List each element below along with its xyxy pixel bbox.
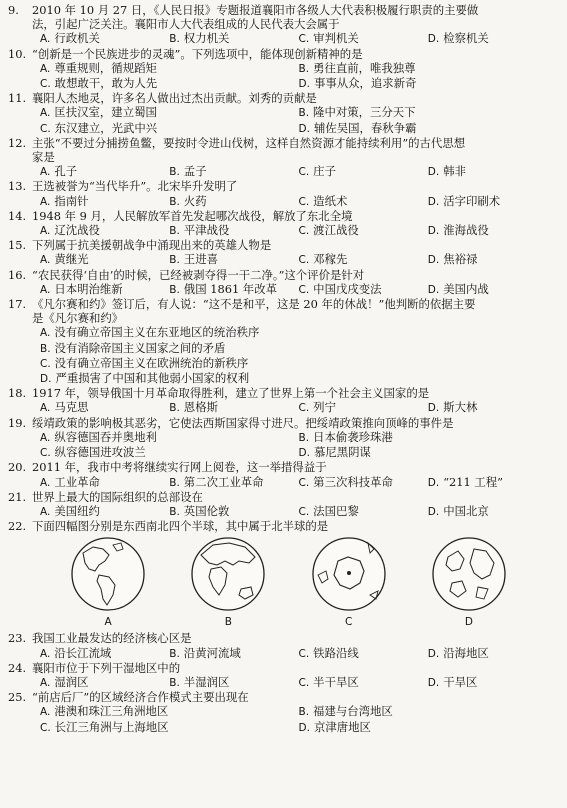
question-number: 9. — [8, 3, 19, 17]
question-number: 18. — [8, 386, 27, 401]
question-number: 15. — [8, 238, 27, 253]
question-stem-line: 襄阳人杰地灵，许多名人做出过杰出贡献。刘秀的贡献是 — [32, 91, 317, 106]
option-d[interactable]: D. “211 工程” — [427, 474, 503, 489]
question-stem-line: “创新是一个民族进步的灵魂”。下列选项中，能体现创新精神的是 — [32, 46, 363, 61]
option-d[interactable]: D. 干旱区 — [427, 674, 478, 689]
option-a[interactable]: A. 没有确立帝国主义在东亚地区的统治秩序 — [40, 325, 260, 340]
question-stem-line: 主张“不要过分捕捞鱼鳖，要按时令进山伐树，这样自然资源才能持续利用”的古代思想 — [32, 135, 466, 150]
question-number: 21. — [8, 489, 27, 504]
option-d[interactable]: D. 事事从众，追求新奇 — [298, 76, 417, 91]
question-16 — [8, 268, 557, 297]
question-20 — [8, 460, 557, 489]
question-stem-line: 绥靖政策的影响极其恶劣，它使法西斯国家得寸进尺。把绥靖政策推向顶峰的事件是 — [32, 415, 454, 430]
option-c[interactable]: C. 长江三角洲与上海地区 — [40, 719, 169, 734]
question-stem-line: 2011 年，我市中考将继续实行网上阅卷，这一举措得益于 — [32, 460, 327, 475]
option-c[interactable]: C. 没有确立帝国主义在欧洲统治的新秩序 — [40, 355, 249, 370]
option-c[interactable]: C. 造纸术 — [298, 193, 348, 208]
question-18 — [8, 386, 557, 415]
option-d[interactable]: D. 焦裕禄 — [427, 252, 478, 267]
question-number: 16. — [8, 267, 27, 282]
option-b[interactable]: B. 隆中对策，三分天下 — [298, 105, 416, 120]
option-a[interactable]: A. 港澳和珠江三角洲地区 — [40, 704, 169, 719]
western-hemisphere-icon — [69, 535, 147, 613]
option-d[interactable]: D. 淮海战役 — [427, 223, 489, 238]
question-23 — [8, 631, 557, 660]
question-17 — [8, 297, 557, 386]
question-21 — [8, 490, 557, 519]
option-b[interactable]: B. 俄国 1861 年改革 — [169, 281, 277, 296]
option-d[interactable]: D. 中国北京 — [427, 503, 489, 518]
option-c[interactable]: C. 铁路沿线 — [298, 645, 359, 660]
question-stem-line: 我国工业最发达的经济核心区是 — [32, 631, 192, 646]
option-d[interactable]: D. 韩非 — [427, 164, 466, 179]
option-c[interactable]: C. 中国戊戌变法 — [298, 281, 382, 296]
option-b[interactable]: B. 半湿润区 — [169, 674, 230, 689]
question-14 — [8, 209, 557, 238]
option-d[interactable]: D. 京津唐地区 — [298, 719, 371, 734]
option-b[interactable]: B. 王进喜 — [169, 252, 218, 267]
option-d[interactable]: D. 慕尼黑阴谋 — [298, 445, 371, 460]
option-b[interactable]: B. 平津战役 — [169, 223, 230, 238]
question-number: 22. — [8, 519, 27, 534]
option-c[interactable]: C. 东汉建立，光武中兴 — [40, 120, 158, 135]
option-a[interactable]: A. 辽沈战役 — [40, 223, 100, 238]
option-d[interactable]: D. 严重损害了中国和其他弱小国家的权利 — [40, 371, 250, 386]
question-25 — [8, 690, 557, 735]
question-number: 23. — [8, 631, 27, 646]
question-number: 25. — [8, 690, 27, 705]
globe-label: D — [464, 616, 473, 629]
question-stem-line: 《凡尔赛和约》签订后，有人说：“这不是和平，这是 20 年的休战！”他判断的依据主要 — [32, 297, 476, 312]
question-stem-line: 王选被誉为“当代毕升”。北宋毕升发明了 — [32, 179, 238, 194]
option-b[interactable]: B. 权力机关 — [169, 31, 230, 46]
question-stem-line: 是《凡尔赛和约》 — [32, 311, 124, 326]
option-b[interactable]: B. 沿黄河流域 — [169, 645, 241, 660]
question-number: 24. — [8, 660, 27, 675]
option-b[interactable]: B. 日本偷袭珍珠港 — [298, 429, 393, 444]
question-stem-line: 1948 年 9 月，人民解放军首先发起哪次战役，解放了东北全境 — [32, 208, 353, 223]
option-b[interactable]: B. 勇往直前，唯我独尊 — [298, 60, 416, 75]
option-c[interactable]: C. 第三次科技革命 — [298, 474, 393, 489]
option-a[interactable]: A. 孔子 — [40, 164, 78, 179]
option-a[interactable]: A. 美国纽约 — [40, 503, 100, 518]
option-c[interactable]: C. 敢想敢干，敢为人先 — [40, 76, 158, 91]
question-11 — [8, 91, 557, 136]
question-stem-line: 家是 — [32, 150, 55, 165]
globe-label: B — [224, 616, 232, 629]
question-stem-line: 下列属于抗美援朝战争中涌现出来的英雄人物是 — [32, 238, 272, 253]
option-b[interactable]: B. 火药 — [169, 193, 207, 208]
option-a[interactable]: A. 日本明治维新 — [40, 281, 123, 296]
option-d[interactable]: D. 活字印刷术 — [427, 193, 501, 208]
question-number: 13. — [8, 179, 27, 194]
option-d[interactable]: D. 辅佐吴国，春秋争霸 — [298, 120, 417, 135]
question-13 — [8, 179, 557, 208]
question-stem-line: 襄阳市位于下列干湿地区中的 — [32, 660, 181, 675]
option-a[interactable]: A. 尊重规则，循规蹈矩 — [40, 60, 157, 75]
option-a[interactable]: A. 匡扶汉室，建立蜀国 — [40, 105, 157, 120]
option-c[interactable]: C. 邓稼先 — [298, 252, 348, 267]
question-stem-line: 世界上最大的国际组织的总部设在 — [32, 489, 203, 504]
option-a[interactable]: A. 工业革命 — [40, 474, 100, 489]
option-b[interactable]: B. 恩格斯 — [169, 400, 218, 415]
option-d[interactable]: D. 检察机关 — [427, 31, 489, 46]
question-stem-line: “前店后厂”的区域经济合作模式主要出现在 — [32, 690, 249, 705]
globe-option-a[interactable] — [63, 535, 153, 631]
option-c[interactable]: C. 法国巴黎 — [298, 503, 359, 518]
question-number: 19. — [8, 415, 27, 430]
question-19 — [8, 416, 557, 461]
question-number: 10. — [8, 46, 27, 61]
question-number: 11. — [8, 91, 27, 106]
question-stem-line: 1917 年，领导俄国十月革命取得胜利，建立了世界上第一个社会主义国家的是 — [32, 386, 430, 401]
question-24 — [8, 661, 557, 690]
question-stem-line: 2010 年 10 月 27 日，《人民日报》专题报道襄阳市各级人大代表积极履行职责的主要做 — [32, 3, 479, 17]
option-b[interactable]: B. 福建与台湾地区 — [298, 704, 393, 719]
option-a[interactable]: A. 马克思 — [40, 400, 89, 415]
option-a[interactable]: A. 指南针 — [40, 193, 89, 208]
globe-label: C — [344, 616, 353, 629]
question-10 — [8, 47, 557, 92]
option-c[interactable]: C. 列宁 — [298, 400, 336, 415]
question-number: 12. — [8, 135, 27, 150]
question-stem-line: “农民获得‘自由’的时候，已经被剥夺得一干二净。”这个评价是针对 — [32, 267, 365, 282]
globe-option-b[interactable] — [183, 535, 273, 631]
globe-label: A — [104, 616, 112, 629]
southern-hemisphere-icon — [310, 535, 388, 613]
option-c[interactable]: C. 庄子 — [298, 164, 336, 179]
option-a[interactable]: A. 纵容德国吞并奥地利 — [40, 429, 157, 444]
question-9 — [8, 3, 557, 47]
question-number: 20. — [8, 460, 27, 475]
option-a[interactable]: A. 沿长江流域 — [40, 645, 112, 660]
hemisphere-figures — [8, 533, 557, 631]
globe-option-c[interactable] — [304, 535, 394, 631]
option-d[interactable]: D. 斯大林 — [427, 400, 478, 415]
option-c[interactable]: C. 渡江战役 — [298, 223, 359, 238]
option-b[interactable]: B. 第二次工业革命 — [169, 474, 264, 489]
option-d[interactable]: D. 美国内战 — [427, 281, 489, 296]
option-a[interactable]: A. 黄继光 — [40, 252, 89, 267]
option-c[interactable]: C. 纵容德国进攻波兰 — [40, 445, 146, 460]
option-b[interactable]: B. 没有消除帝国主义国家之间的矛盾 — [40, 340, 226, 355]
question-stem-line: 下面四幅图分别是东西南北四个半球，其中属于北半球的是 — [32, 519, 329, 534]
eastern-hemisphere-icon — [189, 535, 267, 613]
question-stem-line: 法，引起广泛关注。襄阳市人大代表组成的人民代表大会属于 — [32, 17, 340, 32]
option-b[interactable]: B. 英国伦敦 — [169, 503, 230, 518]
question-number: 17. — [8, 297, 27, 312]
question-22 — [8, 519, 557, 631]
option-d[interactable]: D. 沿海地区 — [427, 645, 489, 660]
question-12 — [8, 136, 557, 180]
option-a[interactable]: A. 湿润区 — [40, 674, 89, 689]
question-number: 14. — [8, 208, 27, 223]
question-15 — [8, 238, 557, 267]
globe-option-d[interactable] — [424, 535, 514, 631]
option-b[interactable]: B. 孟子 — [169, 164, 207, 179]
option-a[interactable]: A. 行政机关 — [40, 31, 100, 46]
option-c[interactable]: C. 审判机关 — [298, 31, 359, 46]
option-c[interactable]: C. 半干旱区 — [298, 674, 359, 689]
northern-hemisphere-icon — [430, 535, 508, 613]
